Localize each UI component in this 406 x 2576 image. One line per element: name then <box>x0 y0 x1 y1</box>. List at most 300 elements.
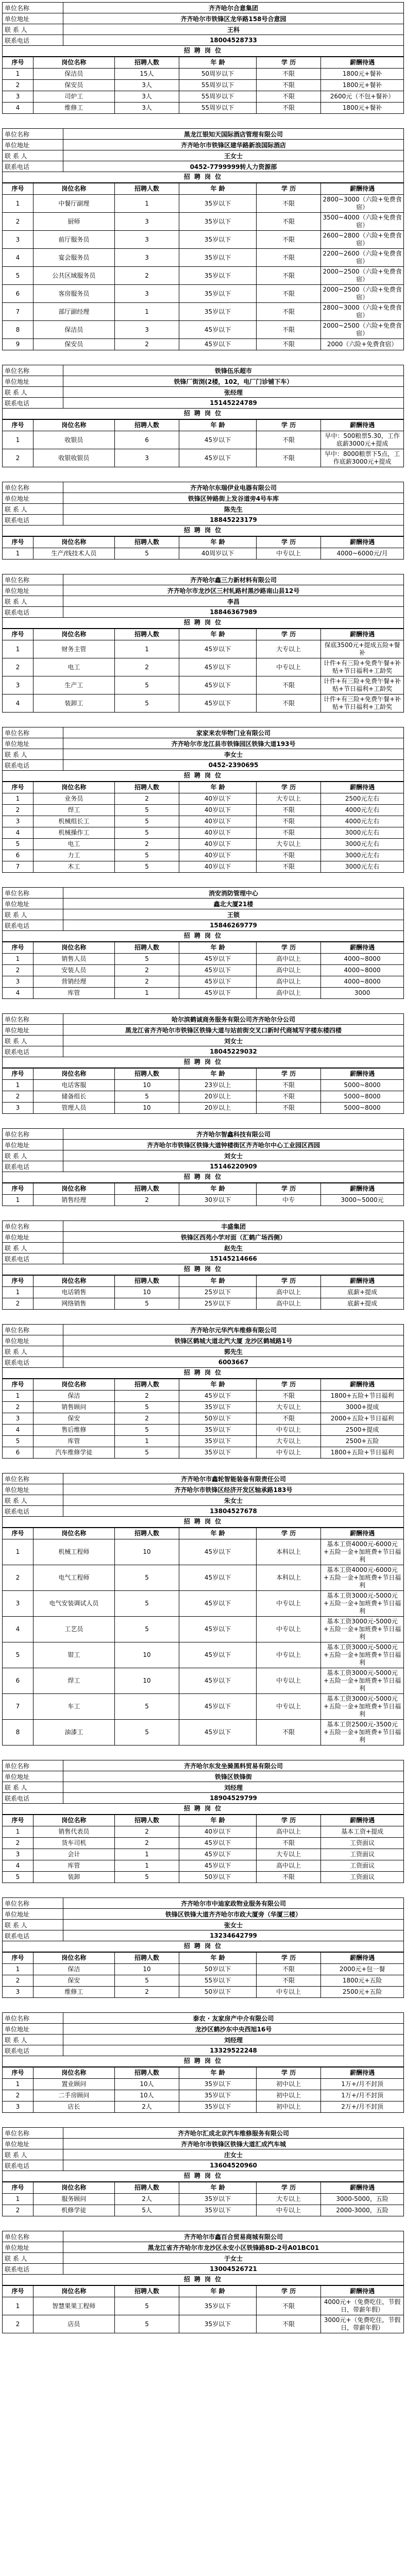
job-table-header <box>3 1379 404 1391</box>
company-contact-label: 联 系 人 <box>3 24 63 35</box>
job-row <box>3 988 404 999</box>
job-age: 35岁以下 <box>179 2090 257 2102</box>
header-age: 年 龄 <box>179 537 257 548</box>
header-education: 学 历 <box>256 2182 320 2194</box>
job-row <box>3 80 404 91</box>
job-count: 2 <box>114 267 179 285</box>
company-contact-label: 联 系 人 <box>3 150 63 161</box>
company-name: 丰盛集团 <box>63 1221 404 1232</box>
job-salary: 基本工资3000元-5000元+五险一金+加班费+节日福利 <box>321 1668 404 1694</box>
job-salary: 工资面议 <box>321 1872 404 1883</box>
company-phone: 13004526721 <box>63 2264 404 2275</box>
company-name-label: 单位名称 <box>3 2231 63 2242</box>
company-contact: 李女士 <box>63 749 404 760</box>
job-age: 40岁以下 <box>179 861 257 873</box>
company-contact: 张女士 <box>63 1920 404 1930</box>
job-row <box>3 321 404 339</box>
header-position: 岗位名称 <box>33 183 114 195</box>
job-count: 3 <box>114 213 179 231</box>
job-index: 2 <box>3 965 33 976</box>
company-info-table <box>2 2012 404 2056</box>
job-index: 4 <box>3 1425 33 1436</box>
job-count: 5人 <box>114 2205 179 2216</box>
header-education: 学 历 <box>256 2067 320 2079</box>
company-phone: 15145214666 <box>63 1253 404 1264</box>
job-index: 1 <box>3 195 33 213</box>
company-contact-label: 联 系 人 <box>3 596 63 607</box>
job-position: 店长 <box>33 2102 114 2113</box>
company-address-label: 单位地址 <box>3 1335 63 1346</box>
header-age: 年 龄 <box>179 1276 257 1287</box>
job-count: 3 <box>114 285 179 303</box>
job-count: 5 <box>114 694 179 713</box>
job-education: 不限 <box>256 816 320 827</box>
job-count: 5 <box>114 827 179 839</box>
job-row <box>3 839 404 850</box>
company-contact: 刘经理 <box>63 1782 404 1793</box>
job-age: 35岁以下 <box>179 1425 257 1436</box>
company-block <box>2 1013 404 1114</box>
company-info-table <box>2 1324 404 1368</box>
job-salary: 基本工资3000元-5000元+五险一金+加班费+节日福利 <box>321 1694 404 1720</box>
header-position: 岗位名称 <box>33 1528 114 1539</box>
job-table-header <box>3 782 404 793</box>
job-age: 45岁以下 <box>179 640 257 658</box>
job-education: 不限 <box>256 231 320 249</box>
company-name: 齐齐哈尔智鑫科技有限公司 <box>63 1129 404 1140</box>
company-name-label: 单位名称 <box>3 1760 63 1771</box>
job-salary: 1万+/月不封顶 <box>321 2090 404 2102</box>
header-age: 年 龄 <box>179 629 257 640</box>
header-education: 学 历 <box>256 2286 320 2297</box>
header-index: 序号 <box>3 2067 33 2079</box>
job-salary: 1800元+餐补 <box>321 69 404 80</box>
job-row <box>3 793 404 805</box>
job-table <box>2 1068 404 1114</box>
job-position: 电话销售 <box>33 1287 114 1298</box>
job-position: 机械工程师 <box>33 1539 114 1565</box>
job-index: 5 <box>3 839 33 850</box>
company-address: 齐齐哈尔市铁锋区经济开发区轴承路183号 <box>63 1484 404 1495</box>
company-name: 消安消防管理中心 <box>63 888 404 899</box>
recruitment-heading: 招 聘 岗 位 <box>2 1057 404 1068</box>
company-address: 齐齐哈尔市铁锋区建华路新浪国际酒店 <box>63 140 404 150</box>
job-age: 35岁以下 <box>179 2194 257 2205</box>
job-position: 服务顾问 <box>33 2194 114 2205</box>
company-block <box>2 1897 404 1998</box>
recruitment-heading: 招 聘 岗 位 <box>2 409 404 419</box>
header-education: 学 历 <box>256 1815 320 1826</box>
job-index: 3 <box>3 1413 33 1425</box>
job-education: 不限 <box>256 249 320 267</box>
job-education: 不限 <box>256 449 320 467</box>
company-phone: 18045229032 <box>63 1046 404 1057</box>
job-index: 6 <box>3 1447 33 1459</box>
job-row <box>3 213 404 231</box>
job-age: 40岁以下 <box>179 793 257 805</box>
job-education: 大专以上 <box>256 1849 320 1860</box>
job-education: 不限 <box>256 827 320 839</box>
job-education: 不限 <box>256 1720 320 1745</box>
job-education: 中专以上 <box>256 548 320 560</box>
job-age: 55周岁以下 <box>179 103 257 114</box>
company-address: 齐齐哈尔市铁锋区龙华路158号合意园 <box>63 13 404 24</box>
job-position: 销售顾问 <box>33 1402 114 1413</box>
job-salary: 2500+五险 <box>321 1436 404 1447</box>
job-index: 1 <box>3 640 33 658</box>
job-index: 2 <box>3 2090 33 2102</box>
job-education: 本科以上 <box>256 1539 320 1565</box>
job-position: 销售经理 <box>33 1195 114 1206</box>
company-contact-label: 联 系 人 <box>3 1495 63 1506</box>
job-table <box>2 2285 404 2333</box>
company-phone-label: 联系电话 <box>3 398 63 409</box>
job-count: 5 <box>114 1591 179 1617</box>
company-phone-label: 联系电话 <box>3 607 63 618</box>
job-count: 2 <box>114 658 179 676</box>
job-count: 5 <box>114 805 179 816</box>
header-count: 招聘人数 <box>114 57 179 69</box>
job-index: 4 <box>3 694 33 713</box>
company-contact-label: 联 系 人 <box>3 1150 63 1161</box>
job-row <box>3 965 404 976</box>
job-row <box>3 303 404 321</box>
job-salary: 1800元+餐补 <box>321 80 404 91</box>
job-position: 装卸工 <box>33 694 114 713</box>
job-position: 维修工 <box>33 1987 114 1998</box>
job-table <box>2 1528 404 1745</box>
job-position: 保洁 <box>33 1964 114 1975</box>
job-position: 会计 <box>33 1849 114 1860</box>
header-education: 学 历 <box>256 782 320 793</box>
job-age: 40岁以下 <box>179 850 257 861</box>
company-contact: 王科 <box>63 24 404 35</box>
job-position: 宴会服务员 <box>33 249 114 267</box>
company-info-table <box>2 482 404 526</box>
job-age: 25岁以下 <box>179 1287 257 1298</box>
job-age: 45岁以下 <box>179 1694 257 1720</box>
job-index: 3 <box>3 91 33 103</box>
job-education: 本科以上 <box>256 1565 320 1591</box>
company-address-label: 单位地址 <box>3 1140 63 1150</box>
company-contact-label: 联 系 人 <box>3 1243 63 1253</box>
job-position: 智慧果果工程师 <box>33 2297 114 2315</box>
job-table <box>2 57 404 114</box>
job-position: 油漆工 <box>33 1720 114 1745</box>
job-education: 不限 <box>256 1975 320 1987</box>
header-count: 招聘人数 <box>114 2182 179 2194</box>
job-age: 35岁以下 <box>179 213 257 231</box>
company-block <box>2 2 404 114</box>
company-name: 齐齐哈尔鑫三力新材料有限公司 <box>63 574 404 585</box>
job-education: 不限 <box>256 805 320 816</box>
job-index: 1 <box>3 1539 33 1565</box>
company-phone: 13604520960 <box>63 2160 404 2171</box>
company-phone-label: 联系电话 <box>3 920 63 931</box>
job-age: 45岁以下 <box>179 965 257 976</box>
job-salary: 3000元左右 <box>321 861 404 873</box>
job-position: 库管 <box>33 1436 114 1447</box>
job-table <box>2 629 404 713</box>
job-table <box>2 1379 404 1459</box>
company-address: 铁锋区铁锋大道齐齐哈尔市政大厦旁（华厦三楼） <box>63 1909 404 1920</box>
header-education: 学 历 <box>256 183 320 195</box>
job-salary: 2000~2500（六险+免费食宿） <box>321 267 404 285</box>
header-count: 招聘人数 <box>114 1528 179 1539</box>
company-info-table <box>2 1760 404 1804</box>
job-salary: 4000~8000 <box>321 965 404 976</box>
job-age: 45岁以下 <box>179 431 257 449</box>
company-contact: 庄女士 <box>63 2149 404 2160</box>
job-education: 中专以上 <box>256 1447 320 1459</box>
job-age: 35岁以下 <box>179 2205 257 2216</box>
job-salary: 1800+五险+节日福利 <box>321 1447 404 1459</box>
job-count: 5 <box>114 861 179 873</box>
job-table-header <box>3 2182 404 2194</box>
company-address: 齐齐哈尔市龙沙区三村轧路村黑沙路南山县12号 <box>63 585 404 596</box>
job-education: 中专以上 <box>256 1668 320 1694</box>
company-name-label: 单位名称 <box>3 1325 63 1335</box>
header-position: 岗位名称 <box>33 1379 114 1391</box>
job-salary: 1800+五险+节日福利 <box>321 1391 404 1402</box>
job-age: 35岁以下 <box>179 2079 257 2090</box>
job-age: 35岁以下 <box>179 303 257 321</box>
job-table-header <box>3 1528 404 1539</box>
job-education: 不限 <box>256 1080 320 1091</box>
header-education: 学 历 <box>256 629 320 640</box>
job-position: 店员 <box>33 2315 114 2333</box>
header-position: 岗位名称 <box>33 2182 114 2194</box>
job-row <box>3 1103 404 1114</box>
job-listings <box>2 2 404 2333</box>
job-index: 3 <box>3 2102 33 2113</box>
company-name-label: 单位名称 <box>3 2128 63 2139</box>
company-block <box>2 1473 404 1745</box>
job-index: 1 <box>3 1195 33 1206</box>
header-index: 序号 <box>3 1183 33 1195</box>
job-position: 库管 <box>33 988 114 999</box>
company-phone: 6003667 <box>63 1357 404 1368</box>
header-salary: 薪酬待遇 <box>321 1183 404 1195</box>
job-position: 生产/线技术人员 <box>33 548 114 560</box>
job-index: 7 <box>3 1694 33 1720</box>
job-index: 7 <box>3 303 33 321</box>
job-row <box>3 103 404 114</box>
job-salary: 5000~8000 <box>321 1080 404 1091</box>
header-count: 招聘人数 <box>114 2067 179 2079</box>
job-education: 不限 <box>256 676 320 694</box>
company-phone: 18004528733 <box>63 35 404 46</box>
company-address-label: 单位地址 <box>3 140 63 150</box>
job-index: 3 <box>3 231 33 249</box>
job-salary: 3000元+（免费吃住，节假日，带薪年假） <box>321 2315 404 2333</box>
job-position: 售后维修 <box>33 1425 114 1436</box>
company-info-table <box>2 2 404 46</box>
header-index: 序号 <box>3 1276 33 1287</box>
company-phone: 15146220909 <box>63 1161 404 1172</box>
job-salary: 5000~8000 <box>321 1103 404 1114</box>
job-age: 40岁以下 <box>179 827 257 839</box>
header-index: 序号 <box>3 942 33 954</box>
job-count: 1 <box>114 640 179 658</box>
company-contact-label: 联 系 人 <box>3 2035 63 2045</box>
recruitment-heading: 招 聘 岗 位 <box>2 618 404 629</box>
job-position: 保安员 <box>33 80 114 91</box>
company-phone: 13804527678 <box>63 1506 404 1517</box>
job-table-header <box>3 183 404 195</box>
header-education: 学 历 <box>256 1069 320 1080</box>
company-phone-label: 联系电话 <box>3 1793 63 1804</box>
job-position: 司炉工 <box>33 91 114 103</box>
job-education: 不限 <box>256 69 320 80</box>
company-address-label: 单位地址 <box>3 13 63 24</box>
company-info-table <box>2 1128 404 1172</box>
header-salary: 薪酬待遇 <box>321 2286 404 2297</box>
header-education: 学 历 <box>256 1528 320 1539</box>
header-count: 招聘人数 <box>114 420 179 431</box>
company-block <box>2 2127 404 2216</box>
job-salary: 5000~8000 <box>321 1091 404 1103</box>
job-row <box>3 1195 404 1206</box>
header-position: 岗位名称 <box>33 1815 114 1826</box>
job-position: 钳工 <box>33 1642 114 1668</box>
job-education: 不限 <box>256 861 320 873</box>
header-education: 学 历 <box>256 1183 320 1195</box>
header-education: 学 历 <box>256 1953 320 1964</box>
company-address: 铁锋区钟路街上发谷道旁4号车库 <box>63 493 404 504</box>
job-salary: 2000~2500（六险+免费食宿） <box>321 321 404 339</box>
job-count: 10 <box>114 1539 179 1565</box>
job-count: 10 <box>114 1642 179 1668</box>
company-block <box>2 1128 404 1206</box>
company-contact: 郭先生 <box>63 1346 404 1357</box>
company-phone-label: 联系电话 <box>3 515 63 526</box>
company-name-label: 单位名称 <box>3 1221 63 1232</box>
job-table <box>2 942 404 999</box>
company-name: 家家来农华物门业有限公司 <box>63 727 404 738</box>
job-age: 50岁以下 <box>179 1987 257 1998</box>
job-index: 5 <box>3 267 33 285</box>
job-salary: 工资面议 <box>321 1860 404 1872</box>
job-index: 2 <box>3 449 33 467</box>
company-address-label: 单位地址 <box>3 738 63 749</box>
recruitment-heading: 招 聘 岗 位 <box>2 1368 404 1379</box>
header-salary: 薪酬待遇 <box>321 57 404 69</box>
company-block <box>2 365 404 467</box>
company-info-table <box>2 128 404 172</box>
company-name-label: 单位名称 <box>3 1473 63 1484</box>
company-address: 铁锋区鹤城大道北汽大厦 龙沙区鹤城路1号 <box>63 1335 404 1346</box>
job-count: 5 <box>114 548 179 560</box>
job-position: 公共区域服务员 <box>33 267 114 285</box>
job-row <box>3 976 404 988</box>
job-row <box>3 2079 404 2090</box>
recruitment-heading: 招 聘 岗 位 <box>2 771 404 782</box>
job-age: 45岁以下 <box>179 1668 257 1694</box>
job-education: 不限 <box>256 321 320 339</box>
job-count: 5 <box>114 2297 179 2315</box>
job-salary: 基本工资4000元-6000元+五险一金+加班费+节日福利 <box>321 1565 404 1591</box>
job-table <box>2 782 404 873</box>
job-row <box>3 640 404 658</box>
job-position: 电工 <box>33 839 114 850</box>
job-count: 3 <box>114 231 179 249</box>
header-position: 岗位名称 <box>33 1183 114 1195</box>
job-education: 不限 <box>256 1838 320 1849</box>
header-position: 岗位名称 <box>33 1953 114 1964</box>
company-contact: 刘女士 <box>63 1036 404 1046</box>
job-row <box>3 231 404 249</box>
company-address: 鑫北大厦21楼 <box>63 899 404 909</box>
job-age: 35岁以下 <box>179 1436 257 1447</box>
job-position: 机械组长工 <box>33 816 114 827</box>
job-index: 2 <box>3 2205 33 2216</box>
job-row <box>3 2315 404 2333</box>
job-education: 不限 <box>256 431 320 449</box>
company-name: 齐齐哈尔东发坐骑黑料贸易有限公司 <box>63 1760 404 1771</box>
job-position: 营销经理 <box>33 976 114 988</box>
job-row <box>3 1826 404 1838</box>
header-education: 学 历 <box>256 420 320 431</box>
job-salary: 3000-5000，五险 <box>321 2194 404 2205</box>
job-education: 不限 <box>256 285 320 303</box>
job-index: 4 <box>3 103 33 114</box>
job-education: 高中以上 <box>256 954 320 965</box>
job-education: 不限 <box>256 213 320 231</box>
job-index: 1 <box>3 954 33 965</box>
job-table-header <box>3 420 404 431</box>
job-salary: 早中：8000粮票下5点，工作底薪3000元+提成 <box>321 449 404 467</box>
header-age: 年 龄 <box>179 1069 257 1080</box>
company-contact-label: 联 系 人 <box>3 2253 63 2264</box>
job-salary: 3000 <box>321 988 404 999</box>
job-position: 保洁 <box>33 1391 114 1402</box>
job-education: 大专以上 <box>256 1436 320 1447</box>
job-education: 中专以上 <box>256 1987 320 1998</box>
job-education: 高中以上 <box>256 1826 320 1838</box>
header-position: 岗位名称 <box>33 782 114 793</box>
job-row <box>3 954 404 965</box>
job-count: 10人 <box>114 2079 179 2090</box>
job-position: 储备组长 <box>33 1091 114 1103</box>
header-count: 招聘人数 <box>114 1276 179 1287</box>
job-table <box>2 2182 404 2216</box>
header-count: 招聘人数 <box>114 942 179 954</box>
header-count: 招聘人数 <box>114 1815 179 1826</box>
company-name-label: 单位名称 <box>3 482 63 493</box>
company-name-label: 单位名称 <box>3 365 63 376</box>
job-row <box>3 339 404 350</box>
job-count: 5 <box>114 816 179 827</box>
company-info-table <box>2 1897 404 1941</box>
job-age: 55岁以下 <box>179 1975 257 1987</box>
header-age: 年 龄 <box>179 57 257 69</box>
job-count: 2 <box>114 1391 179 1402</box>
company-phone-label: 联系电话 <box>3 1506 63 1517</box>
job-salary: 4000元左右 <box>321 805 404 816</box>
job-row <box>3 694 404 713</box>
job-index: 9 <box>3 339 33 350</box>
company-phone: 18846367989 <box>63 607 404 618</box>
job-row <box>3 1287 404 1298</box>
job-age: 40岁以下 <box>179 805 257 816</box>
job-count: 3 <box>114 449 179 467</box>
job-age: 45岁以下 <box>179 988 257 999</box>
job-salary: 2000（六险+免费食宿） <box>321 339 404 350</box>
company-address-label: 单位地址 <box>3 1025 63 1036</box>
company-phone: 0452-7799999转人力资源部 <box>63 161 404 172</box>
header-salary: 薪酬待遇 <box>321 1069 404 1080</box>
